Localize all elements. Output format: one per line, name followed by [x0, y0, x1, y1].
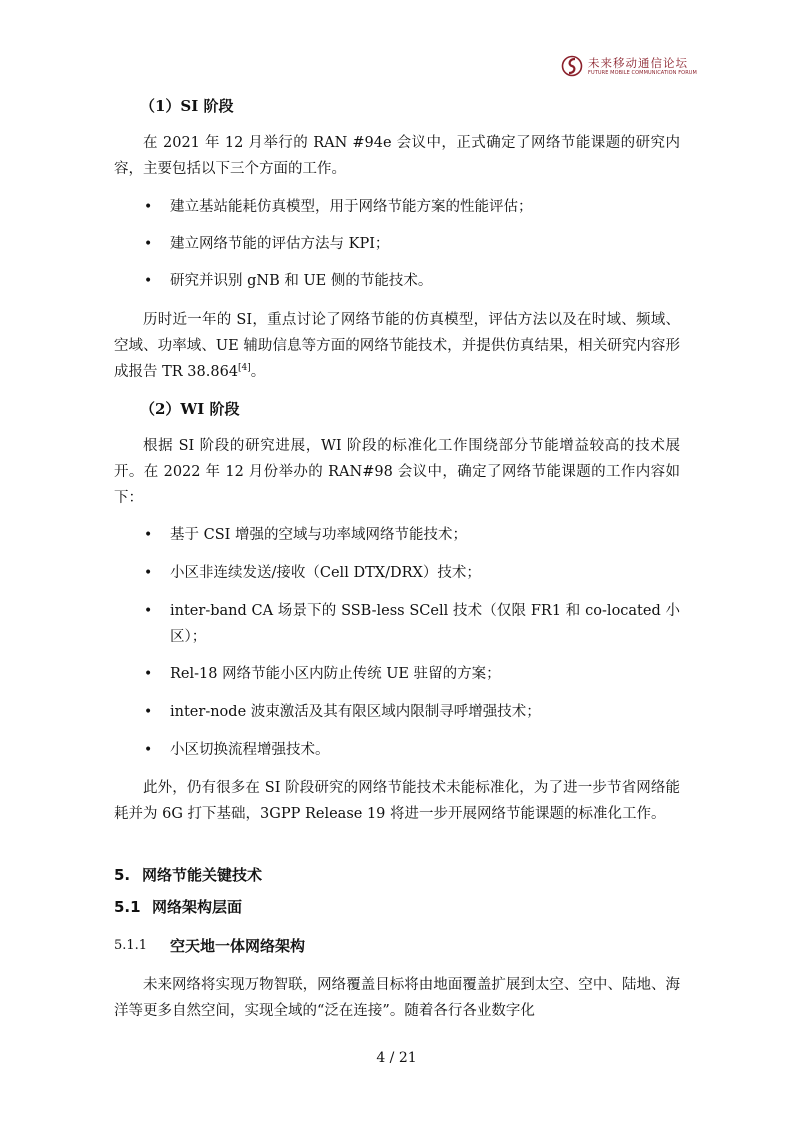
- wi-item-1: 基于 CSI 增强的空域与功率域网络节能技术；: [170, 527, 467, 543]
- body-paragraph: 未来网络将实现万物智联，网络覆盖目标将由地面覆盖扩展到太空、空中、陆地、海洋等更多自然空间，实现全域的“泛在连接”。随着各行各业数字化: [114, 977, 680, 1019]
- section-5-heading: 5. 网络节能关键技术: [114, 866, 263, 884]
- logo-chinese-text: 未来移动通信论坛: [588, 56, 688, 70]
- bullet-icon: •: [144, 565, 153, 581]
- bullet-icon: •: [144, 742, 153, 758]
- citation-ref: [4]: [238, 363, 251, 374]
- forum-emblem-icon: [561, 53, 583, 79]
- si-heading: （1）SI 阶段: [140, 97, 234, 115]
- wi-heading: （2）WI 阶段: [140, 400, 240, 418]
- bullet-icon: •: [144, 273, 153, 289]
- si-intro: 在 2021 年 12 月举行的 RAN #94e 会议中，正式确定了网络节能课题的研究内容，主要包括以下三个方面的工作。: [114, 135, 680, 177]
- bullet-icon: •: [144, 236, 153, 252]
- bullet-icon: •: [144, 704, 153, 720]
- bullet-icon: •: [144, 666, 153, 682]
- section-5-1-1-number: 5.1.1: [114, 938, 148, 953]
- si-summary: 历时近一年的 SI，重点讨论了网络节能的仿真模型，评估方法以及在时域、频域、空域、功率域、UE 辅助信息等方面的网络节能技术，并提供仿真结果，相关研究内容形成报告 TR 38.864[4]。: [114, 312, 680, 380]
- wi-item-5: inter-node 波束激活及其有限区域内限制寻呼增强技术；: [170, 704, 541, 720]
- logo-english-text: FUTURE MOBILE COMMUNICATION FORUM: [588, 70, 697, 76]
- section-5-1-1-title: 空天地一体网络架构: [170, 937, 306, 955]
- si-item-3: 研究并识别 gNB 和 UE 侧的节能技术。: [170, 273, 433, 289]
- section-5-1-heading: 5.1 网络架构层面: [114, 898, 243, 916]
- bullet-icon: •: [144, 527, 153, 543]
- forum-logo: [561, 53, 696, 79]
- wi-item-6: 小区切换流程增强技术。: [170, 742, 330, 758]
- page-number: 4 / 21: [376, 1050, 417, 1066]
- bullet-icon: •: [144, 603, 153, 619]
- si-item-2: 建立网络节能的评估方法与 KPI；: [170, 236, 390, 252]
- wi-intro: 根据 SI 阶段的研究进展，WI 阶段的标准化工作围绕部分节能增益较高的技术展开。在 2022 年 12 月份举办的 RAN#98 会议中，确定了网络节能课题的工作内容如下：: [114, 438, 680, 506]
- wi-item-2: 小区非连续发送/接收（Cell DTX/DRX）技术；: [170, 565, 481, 581]
- si-item-1: 建立基站能耗仿真模型，用于网络节能方案的性能评估；: [170, 199, 533, 215]
- wi-item-3: inter-band CA 场景下的 SSB-less SCell 技术（仅限 FR1 和 co-located 小区）；: [170, 603, 680, 645]
- wi-outro: 此外，仍有很多在 SI 阶段研究的网络节能技术未能标准化，为了进一步节省网络能耗并为 6G 打下基础，3GPP Release 19 将进一步开展网络节能课题的标准化工作。: [114, 780, 680, 822]
- wi-item-4: Rel-18 网络节能小区内防止传统 UE 驻留的方案；: [170, 666, 501, 682]
- bullet-icon: •: [144, 199, 153, 215]
